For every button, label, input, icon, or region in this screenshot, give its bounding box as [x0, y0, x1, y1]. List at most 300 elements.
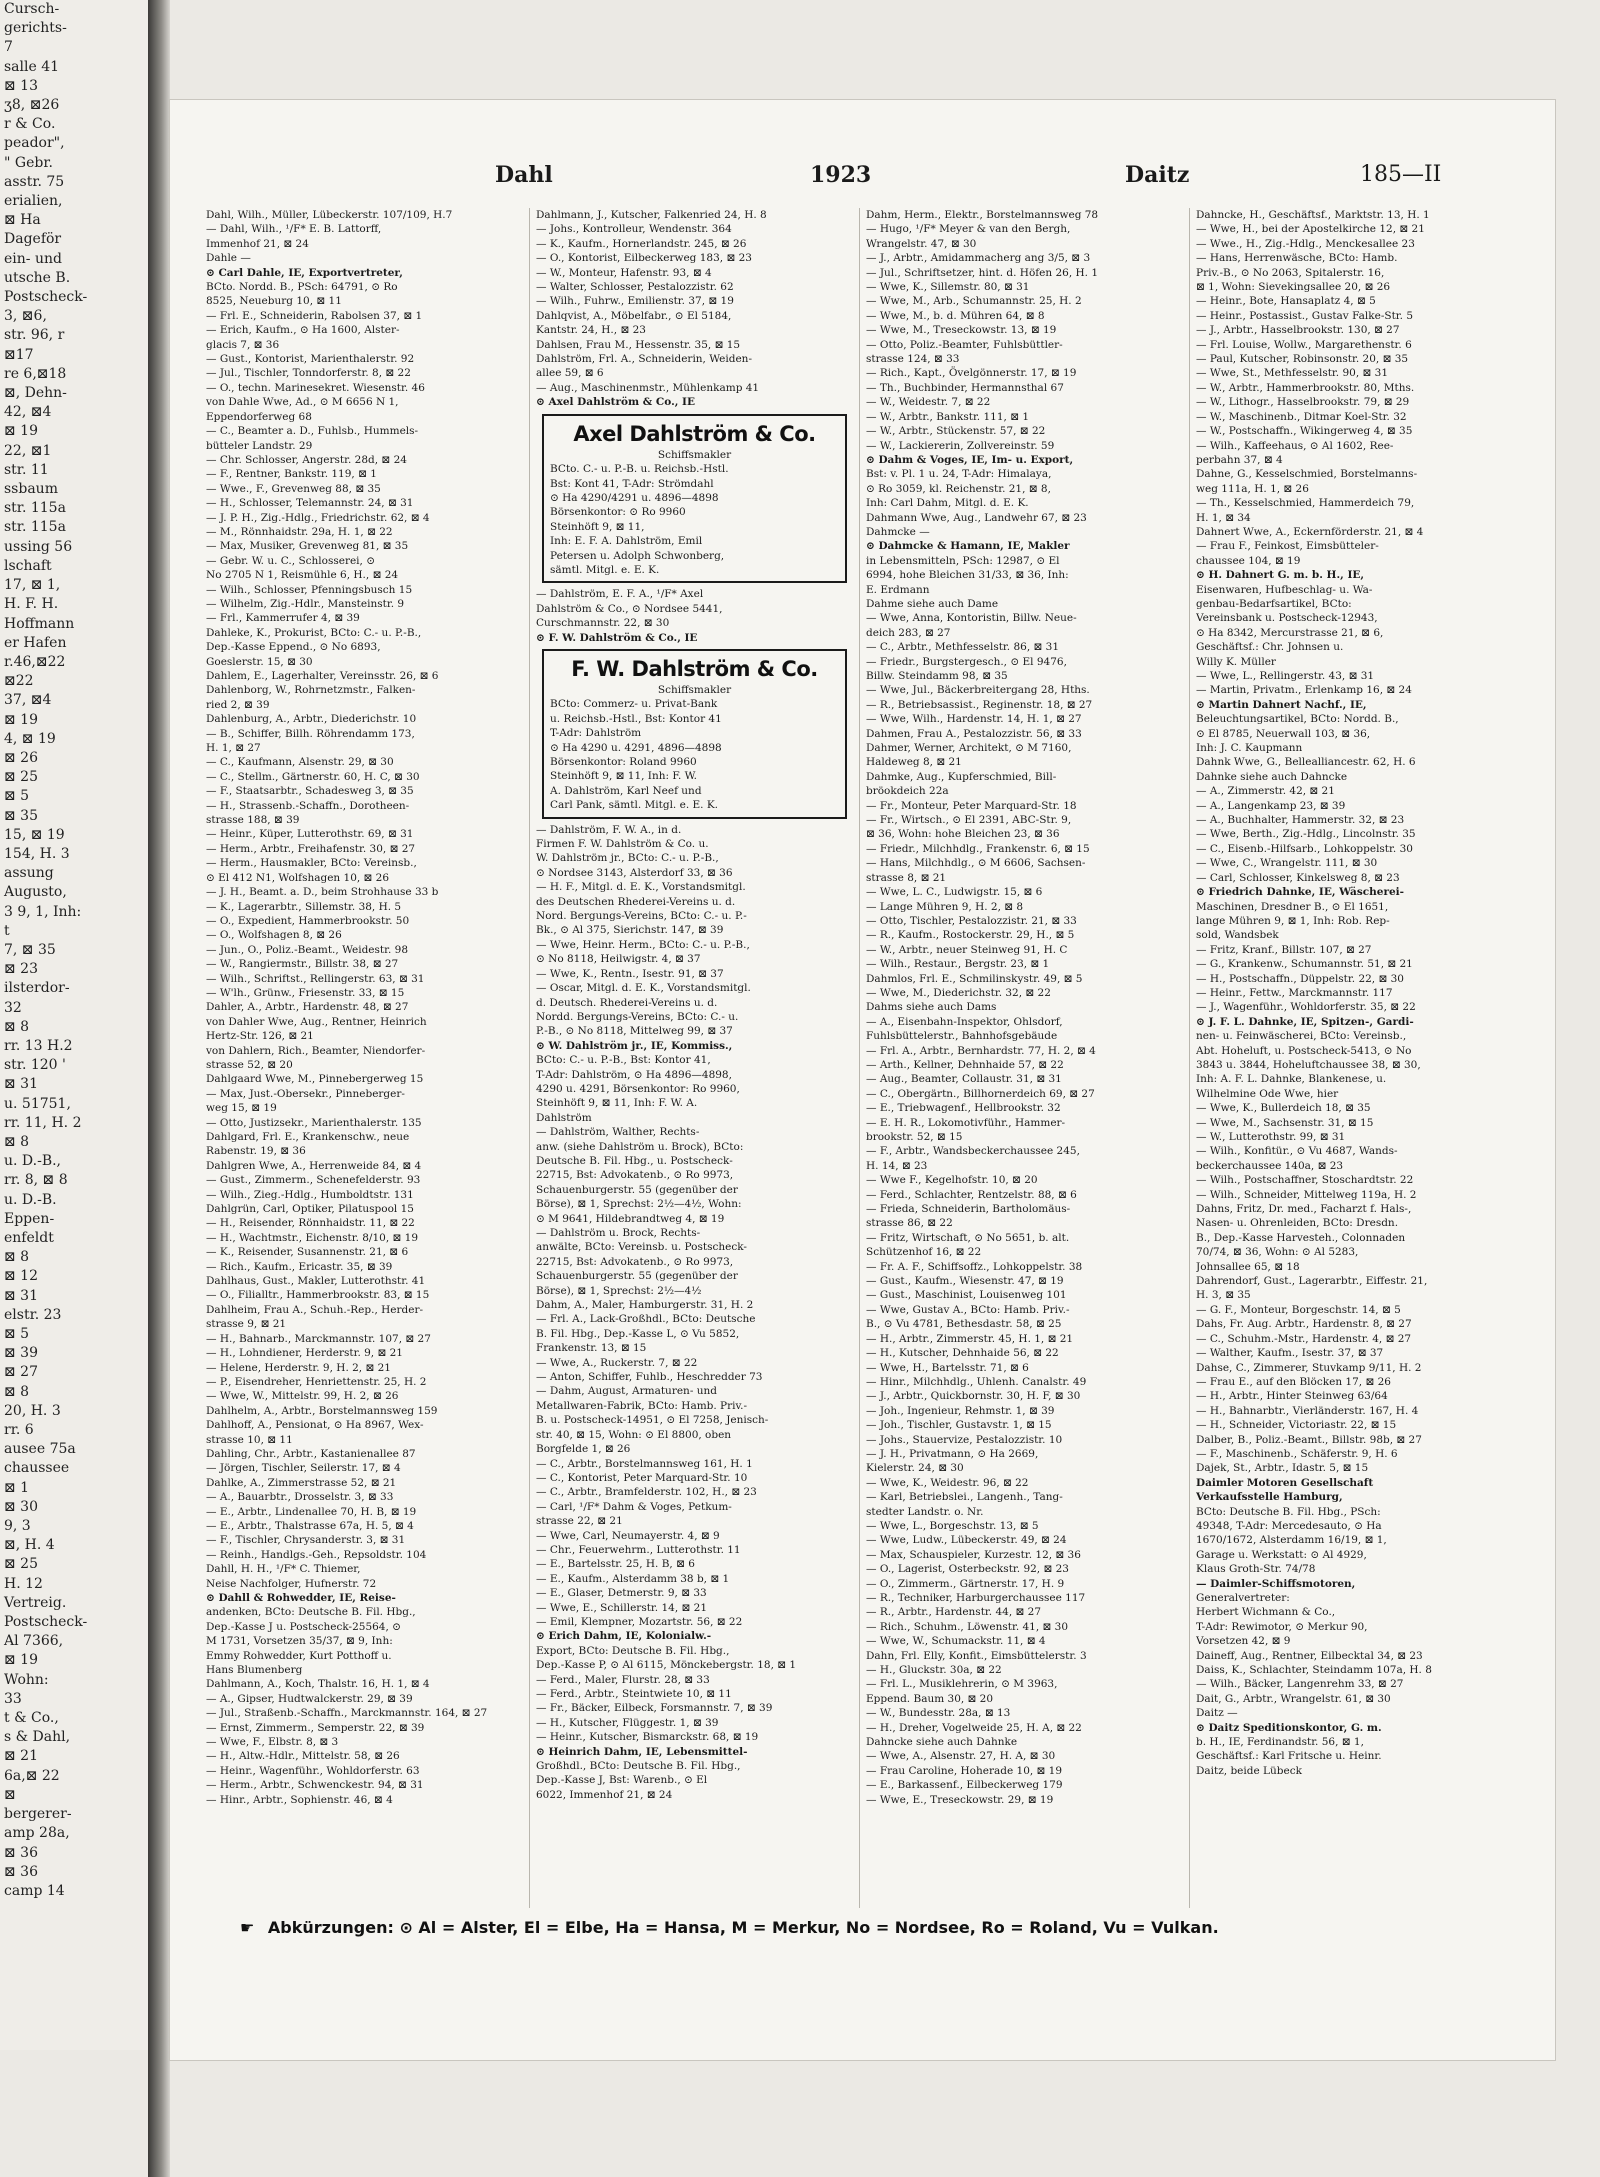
directory-entry: — Frieda, Schneiderin, Bartholomäus-: [866, 1203, 1071, 1216]
running-head-last-entry: Daitz: [1125, 162, 1190, 188]
directory-entry: — Hans, Herrenwäsche, BCto: Hamb.: [1196, 252, 1398, 265]
directory-entry: — Wwe, K., Bullerdeich 18, ⊠ 35: [1196, 1102, 1371, 1115]
directory-entry: — Gust., Zimmerm., Schenefelderstr. 93: [206, 1174, 421, 1187]
directory-entry: — Wwe, M., b. d. Mühren 64, ⊠ 8: [866, 309, 1045, 322]
directory-entry: — Wwe, Carl, Neumayerstr. 4, ⊠ 9: [536, 1529, 720, 1542]
directory-entry: Verkaufsstelle Hamburg,: [1196, 1491, 1343, 1504]
directory-entry: Eppendorferweg 68: [206, 410, 312, 423]
directory-entry: — Wwe, M., Diederichstr. 32, ⊠ 22: [866, 986, 1051, 999]
directory-entry: Dahler, A., Arbtr., Hardenstr. 48, ⊠ 27: [206, 1001, 409, 1014]
directory-entry: — Jul., Schriftsetzer, hint. d. Höfen 26, H. 1: [866, 266, 1099, 279]
directory-entry: — Max, Just.-Obersekr., Pinneberger-: [206, 1087, 405, 1100]
directory-entry: Dep.-Kasse J u. Postscheck-25564, ⊙: [206, 1620, 401, 1633]
directory-entry: — Wwe, Gustav A., BCto: Hamb. Priv.-: [866, 1303, 1070, 1316]
directory-entry: — Dahlström, F. W. A., in d.: [536, 823, 682, 836]
previous-page-line: 3 9, 1, Inh:: [4, 903, 82, 920]
advertisement-line: Steinhöft 9, ⊠ 11,: [550, 520, 645, 533]
directory-entry: — Anton, Schiffer, Fuhlb., Heschredder 73: [536, 1371, 763, 1384]
directory-entry: ⊙ H. Dahnert G. m. b. H., IE,: [1196, 569, 1365, 582]
directory-column-3: [860, 208, 1190, 1908]
directory-entry: — Frl. Louise, Wollw., Margarethenstr. 6: [1196, 338, 1412, 351]
directory-entry: Dahms siehe auch Dams: [866, 1001, 997, 1014]
directory-entry: — Joh., Ingenieur, Rehmstr. 1, ⊠ 39: [866, 1404, 1055, 1417]
directory-entry: — Wilh., Zieg.-Hdlg., Humboldtstr. 131: [206, 1188, 414, 1201]
directory-entry: — G. F., Monteur, Borgeschstr. 14, ⊠ 5: [1196, 1303, 1401, 1316]
directory-entry: W. Dahlström jr., BCto: C.- u. P.-B.,: [536, 852, 719, 865]
directory-entry: — J., Arbtr., Quickbornstr. 30, H. F, ⊠ 30: [866, 1390, 1081, 1403]
previous-page-line: 4, ⊠ 19: [4, 730, 56, 747]
previous-page-line: 154, H. 3: [4, 845, 70, 862]
directory-entry: Rabenstr. 19, ⊠ 36: [206, 1145, 306, 1158]
previous-page-line: Augusto,: [4, 884, 67, 901]
directory-entry: — Chr. Schlosser, Angerstr. 28d, ⊠ 24: [206, 453, 407, 466]
directory-entry: — R., Kaufm., Rostockerstr. 29, H., ⊠ 5: [866, 929, 1075, 942]
directory-entry: Dahlqvist, A., Möbelfabr., ⊙ El 5184,: [536, 309, 732, 322]
directory-entry: Priv.-B., ⊙ No 2063, Spitalerstr. 16,: [1196, 266, 1385, 279]
directory-entry: — Wwe, C., Wrangelstr. 111, ⊠ 30: [1196, 857, 1378, 870]
directory-entry: andenken, BCto: Deutsche B. Fil. Hbg.,: [206, 1606, 416, 1619]
directory-entry: Immenhof 21, ⊠ 24: [206, 237, 309, 250]
advertisement-line: ⊙ Ha 4290/4291 u. 4896—4898: [550, 491, 719, 504]
directory-entry: Dahlström & Co., ⊙ Nordsee 5441,: [536, 602, 723, 615]
directory-entry: Daitz —: [1196, 1707, 1238, 1720]
directory-entry: — Max, Schauspieler, Kurzestr. 12, ⊠ 36: [866, 1548, 1081, 1561]
directory-entry: — E., Barkassenf., Eilbeckerweg 179: [866, 1779, 1063, 1792]
directory-entry: — Chr., Feuerwehrm., Lutterothstr. 11: [536, 1543, 741, 1556]
previous-page-line: 33: [4, 1690, 22, 1707]
previous-page-line: rr. 13 H.2: [4, 1037, 73, 1054]
directory-entry: — A., Langenkamp 23, ⊠ 39: [1196, 799, 1346, 812]
directory-entry: — E., Arbtr., Thalstrasse 67a, H. 5, ⊠ 4: [206, 1519, 414, 1532]
directory-entry: — O., techn. Marinesekret. Wiesenstr. 46: [206, 381, 425, 394]
previous-page-line: Postscheck-: [4, 1614, 88, 1631]
directory-entry: — Wwe, Heinr. Herm., BCto: C.- u. P.-B.,: [536, 938, 750, 951]
previous-page-line: ⊠ 23: [4, 961, 38, 978]
directory-entry: Daineff, Aug., Rentner, Eilbecktal 34, ⊠ 23: [1196, 1649, 1423, 1662]
directory-entry: — Gust., Kontorist, Marienthalerstr. 92: [206, 353, 415, 366]
directory-entry: Börse), ⊠ 1, Sprechst: 2½—4½: [536, 1284, 702, 1297]
directory-entry: — Wilh., Konfitür., ⊙ Vu 4687, Wands-: [1196, 1145, 1398, 1158]
directory-entry: — J., Arbtr., Amidammacherg ang 3/5, ⊠ 3: [866, 252, 1091, 265]
directory-entry: — Heinr., Küper, Lutterothstr. 69, ⊠ 31: [206, 828, 414, 841]
directory-entry: — E., Kaufm., Alsterdamm 38 b, ⊠ 1: [536, 1572, 730, 1585]
directory-entry: Inh: A. F. L. Dahnke, Blankenese, u.: [1196, 1073, 1387, 1086]
previous-page-line: str. 115a: [4, 519, 66, 536]
directory-entry: — Frl. E., Schneiderin, Rabolsen 37, ⊠ 1: [206, 309, 423, 322]
previous-page-line: s & Dahl,: [4, 1729, 71, 1746]
directory-entry: ⊠ 36, Wohn: hohe Bleichen 23, ⊠ 36: [866, 828, 1060, 841]
directory-entry: Klaus Groth-Str. 74/78: [1196, 1563, 1316, 1576]
directory-entry: ⊠ 1, Wohn: Sievekingsallee 20, ⊠ 26: [1196, 281, 1391, 294]
previous-page-line: ⊠ 26: [4, 749, 38, 766]
previous-page-line: Dageför: [4, 231, 62, 248]
directory-entry: — Wwe, Wilh., Hardenstr. 14, H. 1, ⊠ 27: [866, 713, 1082, 726]
directory-entry: Dahlem, E., Lagerhalter, Vereinsstr. 26, ⊠ 6: [206, 670, 439, 682]
advertisement-line: BCto. C.- u. P.-B. u. Reichsb.-Hstl.: [550, 463, 729, 476]
directory-entry: M 1731, Vorsetzen 35/37, ⊠ 9, Inh:: [206, 1635, 393, 1648]
directory-entry: Geschäftsf.: Chr. Johnsen u.: [1196, 641, 1344, 654]
directory-entry: No 2705 N 1, Reismühle 6, H., ⊠ 24: [206, 569, 399, 582]
directory-entry: Firmen F. W. Dahlström & Co. u.: [536, 838, 709, 851]
directory-entry: Dahne, G., Kesselschmied, Borstelmanns-: [1196, 468, 1418, 481]
directory-entry: Dahl, Wilh., Müller, Lübeckerstr. 107/109, H.7: [206, 209, 453, 221]
previous-page-line: rr. 11, H. 2: [4, 1114, 82, 1131]
directory-entry: — Wwe, E., Schillerstr. 14, ⊠ 21: [536, 1601, 708, 1614]
directory-entry: Eppend. Baum 30, ⊠ 20: [866, 1692, 994, 1705]
abbreviations-text: Abkürzungen: ⊙ Al = Alster, El = Elbe, Ha = Hansa, M = Merkur, No = Nordsee, Ro = Roland, Vu = Vulkan.: [267, 1918, 1219, 1937]
directory-entry: — K., Lagerarbtr., Sillemstr. 38, H. 5: [206, 900, 402, 913]
directory-entry: — Fr., Wirtsch., ⊙ El 2391, ABC-Str. 9,: [866, 814, 1072, 827]
directory-entry: — Frl. A., Lack-Großhdl., BCto: Deutsche: [536, 1313, 756, 1326]
previous-page-line: 6a,⊠ 22: [4, 1767, 60, 1784]
directory-entry: — Wilh., Schneider, Mittelweg 119a, H. 2: [1196, 1188, 1417, 1201]
directory-entry: — Wwe, St., Methfesselstr. 90, ⊠ 31: [1196, 367, 1389, 380]
directory-entry: Dahse, C., Zimmerer, Stuvkamp 9/11, H. 2: [1196, 1361, 1422, 1374]
directory-entry: — W., Monteur, Hafenstr. 93, ⊠ 4: [536, 266, 712, 279]
previous-page-line: ⊠ 21: [4, 1748, 38, 1765]
directory-entry: strasse 22, ⊠ 21: [536, 1515, 623, 1528]
directory-entry: Beleuchtungsartikel, BCto: Nordd. B.,: [1196, 713, 1399, 726]
previous-page-line: 3, ⊠6,: [4, 308, 47, 325]
directory-entry: — H., Gluckstr. 30a, ⊠ 22: [866, 1664, 1002, 1677]
previous-page-line: re 6,⊠18: [4, 365, 67, 382]
directory-entry: — Frau E., auf den Blöcken 17, ⊠ 26: [1196, 1375, 1391, 1388]
previous-page-line: gerichts-: [4, 20, 67, 37]
previous-page-line: Postscheck-: [4, 289, 88, 306]
directory-entry: — Reinh., Handlgs.-Geh., Repsoldstr. 104: [206, 1548, 427, 1561]
directory-entry: str. 40, ⊠ 15, Wohn: ⊙ El 8800, oben: [536, 1428, 732, 1441]
directory-entry: — C., Arbtr., Borstelmannsweg 161, H. 1: [536, 1457, 753, 1470]
directory-entry: — H., Dreher, Vogelweide 25, H. A, ⊠ 22: [866, 1721, 1082, 1734]
directory-entry: Nordd. Bergungs-Vereins, BCto: C.- u.: [536, 1010, 739, 1023]
directory-entry: — A., Buchhalter, Hammerstr. 32, ⊠ 23: [1196, 814, 1405, 827]
previous-page-line: bergerer-: [4, 1806, 72, 1823]
advertisement-line: BCto: Commerz- u. Privat-Bank: [550, 698, 718, 711]
previous-page-line: ⊠: [4, 1786, 16, 1803]
directory-entry: Geschäftsf.: Karl Fritsche u. Heinr.: [1196, 1750, 1382, 1763]
advertisement-line: Börsenkontor: Roland 9960: [550, 756, 697, 768]
directory-entry: 6022, Immenhof 21, ⊠ 24: [536, 1788, 673, 1801]
previous-page-line: ⊠22: [4, 673, 34, 690]
previous-page-line: str. 115a: [4, 500, 66, 517]
previous-page-line: ilsterdor-: [4, 980, 70, 997]
directory-entry: — C., Obergärtn., Billhornerdeich 69, ⊠ 27: [866, 1087, 1095, 1100]
previous-page-line: ussing 56: [4, 538, 73, 555]
directory-entry: — H., Lohndiener, Herderstr. 9, ⊠ 21: [206, 1347, 403, 1360]
directory-entry: — Gust., Maschinist, Louisenweg 101: [866, 1289, 1067, 1302]
directory-entry: — W., Lutterothstr. 99, ⊠ 31: [1196, 1131, 1346, 1143]
directory-entry: Dahlhelm, A., Arbtr., Borstelmannsweg 159: [206, 1404, 438, 1417]
directory-entry: Dahrendorf, Gust., Lagerarbtr., Eiffestr. 21,: [1196, 1275, 1428, 1288]
directory-entry: Neise Nachfolger, Hufnerstr. 72: [206, 1577, 377, 1590]
directory-entry: — Wwe, L., Rellingerstr. 43, ⊠ 31: [1196, 670, 1375, 682]
directory-entry: bröokdeich 22a: [866, 785, 949, 798]
previous-page-line: Hoffmann: [4, 615, 75, 632]
directory-column-2: [530, 208, 860, 1908]
directory-entry: — Johs., Kontrolleur, Wendenstr. 364: [536, 223, 732, 236]
directory-entry: Dep.-Kasse Eppend., ⊙ No 6893,: [206, 641, 381, 654]
directory-entry: — Jul., Tischler, Tonndorferstr. 8, ⊠ 22: [206, 367, 411, 380]
directory-entry: ⊙ J. F. L. Dahnke, IE, Spitzen-, Gardi-: [1196, 1015, 1414, 1028]
directory-entry: — O., Wolfshagen 8, ⊠ 26: [206, 929, 342, 942]
directory-entry: Börse), ⊠ 1, Sprechst: 2½—4½, Wohn:: [536, 1198, 742, 1211]
directory-entry: Haldeweg 8, ⊠ 21: [866, 756, 962, 769]
previous-page-line: ⊠ 31: [4, 1076, 38, 1093]
directory-entry: strasse 52, ⊠ 20: [206, 1058, 293, 1071]
directory-entry: Dahling, Chr., Arbtr., Kastanienallee 87: [206, 1447, 416, 1460]
directory-entry: — H., Bahnarbtr., Vierländerstr. 167, H. 4: [1196, 1404, 1419, 1417]
advertisement-line: Schiffsmakler: [657, 448, 732, 461]
previous-page-line: asstr. 75: [4, 173, 65, 190]
directory-entry: — Wwe, H., Bartelsstr. 71, ⊠ 6: [866, 1361, 1029, 1374]
advertisement-line: Inh: E. F. A. Dahlström, Emil: [550, 535, 703, 548]
advertisement-line: Carl Pank, sämtl. Mitgl. e. E. K.: [550, 799, 719, 812]
directory-entry: — R., Arbtr., Hardenstr. 44, ⊠ 27: [866, 1606, 1041, 1619]
directory-entry: — Wilh., Schlosser, Pfenningsbusch 15: [206, 583, 413, 596]
directory-entry: Herbert Wichmann & Co.,: [1196, 1606, 1336, 1619]
previous-page-line: salle 41: [4, 58, 60, 75]
previous-page-line: H. 12: [4, 1575, 43, 1592]
directory-entry: — Dahlström, E. F. A., ¹/F* Axel: [536, 588, 704, 601]
directory-entry: — Dahlström, Walther, Rechts-: [536, 1126, 700, 1139]
directory-entry: H. 1, ⊠ 34: [1196, 511, 1251, 524]
directory-entry: — H., Arbtr., Hinter Steinweg 63/64: [1196, 1390, 1388, 1403]
directory-entry: — Otto, Tischler, Pestalozzistr. 21, ⊠ 33: [866, 914, 1077, 927]
previous-page-line: 20, H. 3: [4, 1402, 61, 1419]
directory-entry: — Ferd., Arbtr., Steintwiete 10, ⊠ 11: [536, 1688, 732, 1700]
previous-page-line: ssbaum: [4, 481, 58, 498]
directory-entry: Inh: Carl Dahm, Mitgl. d. E. K.: [866, 497, 1029, 510]
previous-page-line: u. D.-B.: [4, 1191, 57, 1208]
directory-entry: — H., Kutscher, Flüggestr. 1, ⊠ 39: [536, 1716, 719, 1729]
directory-entry: d. Deutsch. Rhederei-Vereins u. d.: [536, 996, 718, 1009]
directory-entry: — Emil, Klempner, Mozartstr. 56, ⊠ 22: [536, 1615, 743, 1628]
directory-entry: — Fr., Monteur, Peter Marquard-Str. 18: [866, 799, 1077, 812]
directory-entry: Dahleke, K., Prokurist, BCto: C.- u. P.-B.,: [206, 626, 422, 639]
directory-entry: Dahlenborg, W., Rohrnetzmstr., Falken-: [206, 684, 416, 697]
previous-page-line: ⊠ 31: [4, 1287, 38, 1304]
directory-entry: ⊙ El 8785, Neuerwall 103, ⊠ 36,: [1196, 727, 1371, 740]
previous-page-line: u. 51751,: [4, 1095, 71, 1112]
directory-entry: — A., Bauarbtr., Drosselstr. 3, ⊠ 33: [206, 1491, 394, 1504]
abbreviations-footer: [240, 1918, 1530, 1937]
directory-entry: — Wwe, A., Ruckerstr. 7, ⊠ 22: [536, 1356, 698, 1369]
directory-entry: brookstr. 52, ⊠ 15: [866, 1131, 963, 1143]
directory-entry: Johnsallee 65, ⊠ 18: [1196, 1260, 1300, 1273]
directory-entry: — Wwe., H., Zig.-Hdlg., Menckesallee 23: [1196, 237, 1415, 250]
previous-page-line: chaussee: [4, 1460, 70, 1477]
directory-entry: — Walter, Schlosser, Pestalozzistr. 62: [536, 281, 734, 294]
previous-page-line: ⊠ 8: [4, 1133, 30, 1150]
previous-page-line: 37, ⊠4: [4, 692, 52, 709]
previous-page-line: r & Co.: [4, 116, 56, 133]
directory-entry: — Otto, Poliz.-Beamter, Fuhlsbüttler-: [866, 338, 1063, 351]
directory-entry: ⊙ El 412 N1, Wolfshagen 10, ⊠ 26: [206, 871, 390, 884]
directory-entry: — O., Kontorist, Eilbeckerweg 183, ⊠ 23: [536, 252, 752, 265]
directory-entry: Kielerstr. 24, ⊠ 30: [866, 1462, 964, 1475]
directory-entry: Dahll, H. H., ¹/F* C. Thiemer,: [206, 1563, 361, 1576]
directory-entry: — Johs., Stauervize, Pestalozzistr. 10: [866, 1433, 1063, 1446]
directory-entry: strasse 10, ⊠ 11: [206, 1433, 293, 1446]
directory-entry: Hans Blumenberg: [206, 1664, 303, 1677]
directory-entry: — Heinr., Wagenführ., Wohldorferstr. 63: [206, 1764, 420, 1777]
previous-page-line: ʒ8, ⊠26: [4, 97, 60, 114]
directory-entry: — Rich., Schuhm., Löwenstr. 41, ⊠ 30: [866, 1620, 1069, 1633]
previous-page-fragment: [0, 0, 154, 2050]
previous-page-line: Al 7366,: [4, 1633, 64, 1650]
directory-entry: 1670/1672, Alsterdamm 16/19, ⊠ 1,: [1196, 1534, 1387, 1547]
previous-page-line: utsche B.: [4, 269, 71, 286]
directory-entry: — E., Bartelsstr. 25, H. B, ⊠ 6: [536, 1558, 695, 1571]
directory-entry: B., ⊙ Vu 4781, Bethesdastr. 58, ⊠ 25: [866, 1318, 1062, 1331]
directory-entry: Dahnert Wwe, A., Eckernförderstr. 21, ⊠ 4: [1196, 525, 1424, 538]
previous-page-line: str. 11: [4, 461, 49, 478]
directory-entry: B. u. Postscheck-14951, ⊙ El 7258, Jenisch-: [536, 1414, 769, 1427]
directory-entry: — A., Gipser, Hudtwalckerstr. 29, ⊠ 39: [206, 1692, 413, 1705]
previous-page-line: ⊠ 35: [4, 807, 38, 824]
directory-entry: anwälte, BCto: Vereinsb. u. Postscheck-: [536, 1241, 747, 1254]
advertisement-line: Schiffsmakler: [657, 683, 732, 696]
directory-entry: — Oscar, Mitgl. d. E. K., Vorstandsmitgl.: [536, 982, 751, 995]
directory-entry: — Hugo, ¹/F* Meyer & van den Bergh,: [866, 223, 1071, 236]
directory-entry: ⊙ Dahll & Rohwedder, IE, Reise-: [206, 1592, 396, 1604]
directory-entry: Emmy Rohwedder, Kurt Potthoff u.: [206, 1649, 392, 1662]
directory-entry: H. 3, ⊠ 35: [1196, 1289, 1251, 1302]
directory-entry: — R., Betriebsassist., Reginenstr. 18, ⊠ 27: [866, 698, 1093, 711]
previous-page-line: ausee 75a: [4, 1441, 76, 1458]
directory-entry: Großhdl., BCto: Deutsche B. Fil. Hbg.,: [536, 1760, 741, 1773]
directory-entry: — Wwe, M., Sachsenstr. 31, ⊠ 15: [1196, 1116, 1374, 1129]
previous-page-line: ⊠ 19: [4, 711, 38, 728]
directory-entry: — W., Rangiermstr., Billstr. 38, ⊠ 27: [206, 958, 399, 971]
directory-entry: — Wwe, K., Sillemstr. 80, ⊠ 31: [866, 281, 1030, 294]
previous-page-line: ⊠ 12: [4, 1268, 38, 1285]
directory-entry: — Dahlström u. Brock, Rechts-: [536, 1227, 701, 1239]
directory-entry: — W., Lackiererin, Zollvereinstr. 59: [866, 439, 1055, 452]
advertisement-line: A. Dahlström, Karl Neef und: [550, 784, 702, 797]
directory-entry: Dahncke siehe auch Dahnke: [866, 1736, 1018, 1749]
directory-entry: — Rich., Kaufm., Ericastr. 35, ⊠ 39: [206, 1260, 393, 1273]
directory-entry: ⊙ No 8118, Heilwigstr. 4, ⊠ 37: [536, 953, 701, 966]
directory-entry: — Wilh., Fuhrw., Emilienstr. 37, ⊠ 19: [536, 295, 734, 308]
previous-page-line: ⊠ Ha: [4, 212, 41, 229]
previous-page-line: assung: [4, 865, 54, 882]
directory-entry: — H., Bahnarb., Marckmannstr. 107, ⊠ 27: [206, 1332, 431, 1345]
directory-entry: Dahlström: [536, 1111, 592, 1124]
directory-entry: — K., Reisender, Susannenstr. 21, ⊠ 6: [206, 1246, 409, 1259]
directory-entry: ⊙ W. Dahlström jr., IE, Kommiss.,: [536, 1039, 733, 1052]
directory-entry: — B., Schiffer, Billh. Röhrendamm 173,: [206, 727, 415, 740]
directory-entry: Dahlke, A., Zimmerstrasse 52, ⊠ 21: [206, 1476, 397, 1489]
directory-entry: — Wwe, H., bei der Apostelkirche 12, ⊠ 21: [1196, 223, 1425, 236]
directory-entry: Dahnk Wwe, G., Bellealliancestr. 62, H. 6: [1196, 756, 1416, 769]
directory-entry: chaussee 104, ⊠ 19: [1196, 554, 1301, 567]
directory-entry: Dahlgrün, Carl, Optiker, Pilatuspool 15: [206, 1203, 414, 1216]
previous-page-line: u. D.-B.,: [4, 1153, 62, 1170]
directory-entry: Dait, G., Arbtr., Wrangelstr. 61, ⊠ 30: [1196, 1692, 1391, 1705]
previous-page-line: " Gebr.: [4, 154, 53, 171]
directory-entry: — R., Techniker, Harburgerchaussee 117: [866, 1592, 1086, 1604]
directory-entry: — A., Eisenbahn-Inspektor, Ohlsdorf,: [866, 1015, 1063, 1028]
directory-entry: von Dahler Wwe, Aug., Rentner, Heinrich: [206, 1015, 427, 1028]
directory-entry: — Frau Caroline, Hoherade 10, ⊠ 19: [866, 1764, 1063, 1777]
previous-page-line: er Hafen: [4, 634, 67, 651]
directory-entry: ⊙ Heinrich Dahm, IE, Lebensmittel-: [536, 1745, 748, 1758]
directory-entry: Fuhlsbüttelerstr., Bahnhofsgebäude: [866, 1030, 1058, 1043]
running-head-year: 1923: [810, 162, 872, 188]
directory-entry: strasse 188, ⊠ 39: [206, 814, 300, 827]
previous-page-line: ⊠ 19: [4, 1652, 38, 1669]
directory-entry: — Fritz, Wirtschaft, ⊙ No 5651, b. alt.: [866, 1231, 1070, 1244]
directory-entry: — Wwe F., Kegelhofstr. 10, ⊠ 20: [866, 1174, 1038, 1187]
previous-page-line: 7: [4, 39, 13, 56]
directory-entry: Dahmen, Frau A., Pestalozzistr. 56, ⊠ 33: [866, 727, 1082, 740]
directory-entry: Dahlmann, J., Kutscher, Falkenried 24, H. 8: [536, 209, 767, 221]
directory-entry: — Erich, Kaufm., ⊙ Ha 1600, Alster-: [206, 324, 400, 337]
directory-entry: Dep.-Kasse J, Bst: Warenb., ⊙ El: [536, 1774, 708, 1787]
previous-page-line: str. 120 ': [4, 1057, 66, 1074]
directory-entry: Kantstr. 24, H., ⊠ 23: [536, 324, 646, 337]
directory-entry: — H., Strassenb.-Schaffn., Dorotheen-: [206, 799, 410, 812]
directory-entry: — H., Reisender, Rönnhaidstr. 11, ⊠ 22: [206, 1217, 415, 1230]
directory-entry: — Aug., Maschinenmstr., Mühlenkamp 41: [536, 381, 760, 394]
directory-entry: Billw. Steindamm 98, ⊠ 35: [866, 670, 1008, 682]
directory-entry: — O., Filialltr., Hammerbrookstr. 83, ⊠ 15: [206, 1289, 430, 1302]
previous-page-line: enfeldt: [4, 1230, 54, 1246]
directory-entry: Dahmke, Aug., Kupferschmied, Bill-: [866, 770, 1057, 783]
directory-entry: von Dahle Wwe, Ad., ⊙ M 6656 N 1,: [206, 396, 399, 409]
directory-entry: — Max, Musiker, Grevenweg 81, ⊠ 35: [206, 540, 409, 553]
advertisement-line: ⊙ Ha 4290 u. 4291, 4896—4898: [550, 741, 722, 754]
running-head-first-entry: Dahl: [495, 162, 553, 188]
directory-entry: — Carl, ¹/F* Dahm & Voges, Petkum-: [536, 1500, 732, 1513]
directory-entry: lange Mühren 9, ⊠ 1, Inh: Rob. Rep-: [1196, 914, 1390, 927]
directory-entry: Dahlenburg, A., Arbtr., Diederichstr. 10: [206, 713, 417, 726]
previous-page-line: amp 28a,: [4, 1825, 70, 1842]
directory-entry: Dalber, B., Poliz.-Beamt., Billstr. 98b, ⊠ 27: [1196, 1433, 1422, 1446]
running-head: [170, 162, 1555, 192]
directory-entry: — E. H. R., Lokomotivführ., Hammer-: [866, 1116, 1066, 1129]
directory-entry: BCto: Deutsche B. Fil. Hbg., PSch:: [1196, 1505, 1381, 1518]
previous-page-line: ⊠ 25: [4, 1556, 38, 1573]
directory-entry: — O., Expedient, Hammerbrookstr. 50: [206, 914, 410, 927]
directory-entry: — Frl. L., Musiklehrerin, ⊙ M 3963,: [866, 1678, 1058, 1691]
directory-entry: strasse 9, ⊠ 21: [206, 1318, 287, 1331]
directory-entry: — Hinr., Arbtr., Sophienstr. 46, ⊠ 4: [206, 1793, 393, 1806]
directory-entry: BCto. Nordd. B., PSch: 64791, ⊙ Ro: [206, 281, 398, 294]
directory-entry: — F., Rentner, Bankstr. 119, ⊠ 1: [206, 468, 377, 481]
directory-entry: — K., Kaufm., Hornerlandstr. 245, ⊠ 26: [536, 237, 747, 250]
previous-page-line: ⊠ 39: [4, 1345, 38, 1362]
directory-entry: Goeslerstr. 15, ⊠ 30: [206, 655, 313, 668]
directory-entry: Schauenburgerstr. 55 (gegenüber der: [536, 1183, 738, 1196]
directory-entry: — Wwe, L., Borgeschstr. 13, ⊠ 5: [866, 1519, 1039, 1532]
previous-page-line: Eppen-: [4, 1210, 55, 1227]
directory-entry: nen- u. Feinwäscherei, BCto: Vereinsb.,: [1196, 1030, 1407, 1043]
previous-page-line: ⊠ 19: [4, 423, 38, 440]
directory-entry: ⊙ Martin Dahnert Nachf., IE,: [1196, 698, 1367, 711]
directory-page: [170, 100, 1555, 2060]
directory-entry: — Jun., O., Poliz.-Beamt., Weidestr. 98: [206, 943, 409, 956]
previous-page-line: t: [4, 922, 10, 939]
book-gutter: [148, 0, 170, 2177]
directory-entry: — Wwe, F., Elbstr. 8, ⊠ 3: [206, 1736, 339, 1749]
directory-entry: Export, BCto: Deutsche B. Fil. Hbg.,: [536, 1644, 730, 1657]
directory-entry: — Wwe, M., Treseckowstr. 13, ⊠ 19: [866, 324, 1057, 337]
previous-page-line: elstr. 23: [4, 1306, 62, 1323]
directory-entry: — Wwe, K., Weidestr. 96, ⊠ 22: [866, 1476, 1029, 1489]
directory-entry: — J., Wagenführ., Wohldorferstr. 35, ⊠ 22: [1196, 1001, 1416, 1014]
